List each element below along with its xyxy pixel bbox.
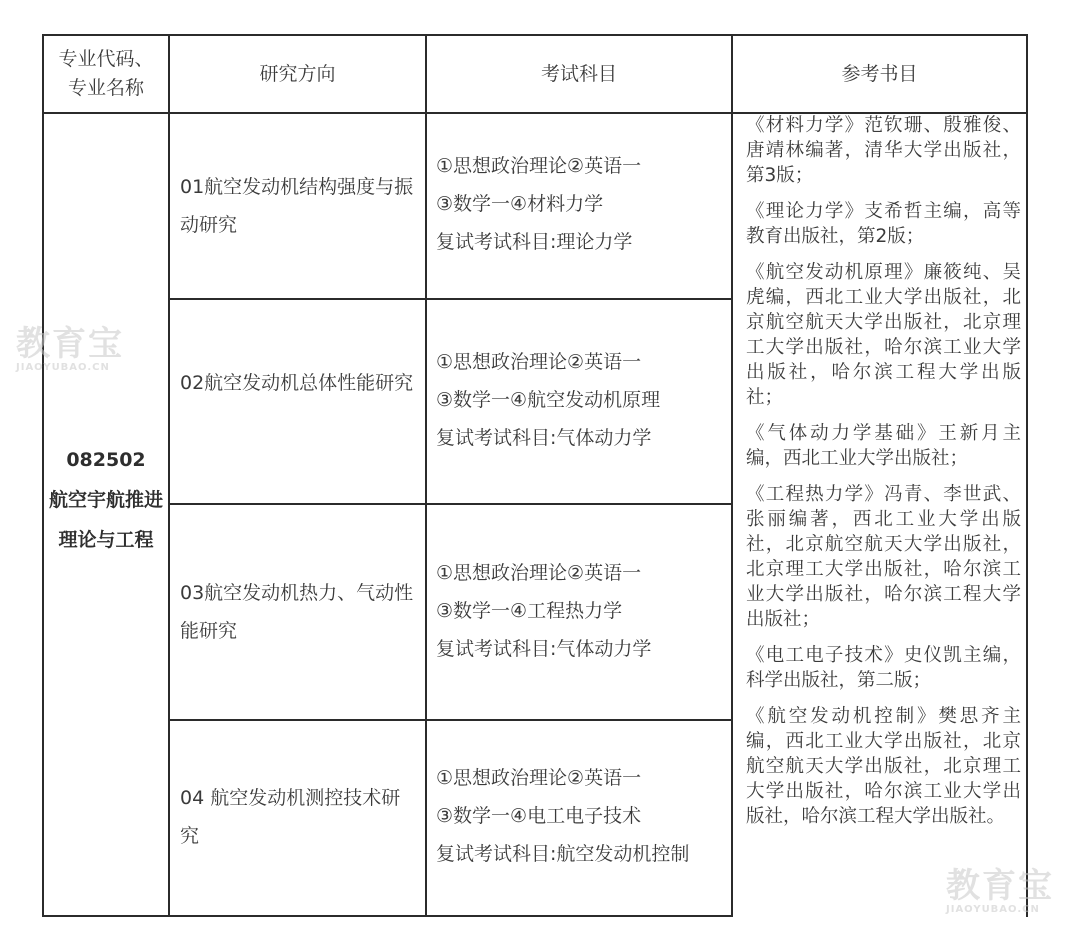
subjects-01-line2: ③数学一④材料力学: [436, 193, 604, 215]
subjects-02-line3: 复试考试科目:气体动力学: [436, 427, 652, 449]
column-divider-2: [425, 34, 427, 917]
column-divider-1: [168, 34, 170, 917]
watermark-right: [946, 868, 1054, 916]
subjects-01: [436, 147, 728, 261]
subjects-03-line2: ③数学一④工程热力学: [436, 600, 623, 622]
header-subjects-label: 考试科目: [540, 62, 617, 85]
subjects-02-line1: ①思想政治理论②英语一: [436, 351, 642, 373]
book-electrical-electronics: 《电工电子技术》史仪凯主编，科学出版社，第二版；: [746, 645, 1021, 691]
header-subjects: [427, 36, 731, 112]
book-gas-dynamics: 《气体动力学基础》王新月主编，西北工业大学出版社；: [746, 423, 1021, 469]
subjects-03-line3: 复试考试科目:气体动力学: [436, 638, 652, 660]
row-divider-2: [168, 503, 732, 505]
subjects-01-line3: 复试考试科目:理论力学: [436, 231, 633, 253]
watermark-right-brand: 教育宝: [946, 866, 1054, 906]
row-divider-3: [168, 719, 732, 721]
direction-02: 02航空发动机总体性能研究: [180, 372, 414, 394]
major-code: 082502: [66, 449, 146, 471]
book-material-mechanics: 《材料力学》范钦珊、殷雅俊、唐靖林编著，清华大学出版社，第3版；: [746, 115, 1021, 186]
major-cell: [44, 440, 168, 560]
direction-01: 01航空发动机结构强度与振动研究: [180, 176, 414, 236]
direction-03: 03航空发动机热力、气动性能研究: [180, 582, 414, 642]
watermark-left-domain: JIAOYUBAO.CN: [16, 362, 110, 373]
subjects-04: [436, 759, 728, 873]
header-direction-label: 研究方向: [259, 62, 336, 85]
table-right-border: [1026, 34, 1028, 917]
subjects-02: [436, 343, 728, 457]
header-direction: [170, 36, 425, 112]
reference-books: [746, 113, 1021, 916]
subjects-03: [436, 554, 728, 668]
header-books-label: 参考书目: [841, 62, 918, 85]
subjects-04-line1: ①思想政治理论②英语一: [436, 767, 642, 789]
book-theoretical-mechanics: 《理论力学》支希哲主编，高等教育出版社，第2版；: [746, 201, 1021, 247]
direction-04: 04 航空发动机测控技术研究: [180, 787, 401, 847]
major-name: 航空宇航推进理论与工程: [48, 489, 163, 551]
subjects-04-line2: ③数学一④电工电子技术: [436, 805, 642, 827]
subjects-04-line3: 复试考试科目:航空发动机控制: [436, 843, 690, 865]
watermark-left: [16, 326, 124, 374]
row-divider-1: [168, 298, 732, 300]
subjects-02-line2: ③数学一④航空发动机原理: [436, 389, 661, 411]
header-major-label: 专业代码、专业名称: [58, 48, 154, 99]
watermark-left-brand: 教育宝: [16, 324, 124, 364]
column-divider-3: [731, 34, 733, 917]
book-engine-principle: 《航空发动机原理》廉筱纯、吴虎编，西北工业大学出版社，北京航空航天大学出版社，北京理工大学出版社，哈尔滨工业大学出版社，哈尔滨工程大学出版社；: [746, 262, 1021, 408]
book-thermodynamics: 《工程热力学》冯青、李世武、张丽编著，西北工业大学出版社，北京航空航天大学出版社，北京理工大学出版社，哈尔滨工业大学出版社，哈尔滨工程大学出版社；: [746, 484, 1021, 630]
watermark-right-domain: JIAOYUBAO.CN: [946, 904, 1040, 915]
header-books: [733, 36, 1026, 112]
table-bottom-border: [42, 915, 732, 917]
subjects-03-line1: ①思想政治理论②英语一: [436, 562, 642, 584]
book-engine-control: 《航空发动机控制》樊思齐主编，西北工业大学出版社，北京航空航天大学出版社，北京理工大学出版社，哈尔滨工业大学出版社，哈尔滨工程大学出版社。: [746, 706, 1021, 827]
header-major: [44, 36, 168, 112]
subjects-01-line1: ①思想政治理论②英语一: [436, 155, 642, 177]
